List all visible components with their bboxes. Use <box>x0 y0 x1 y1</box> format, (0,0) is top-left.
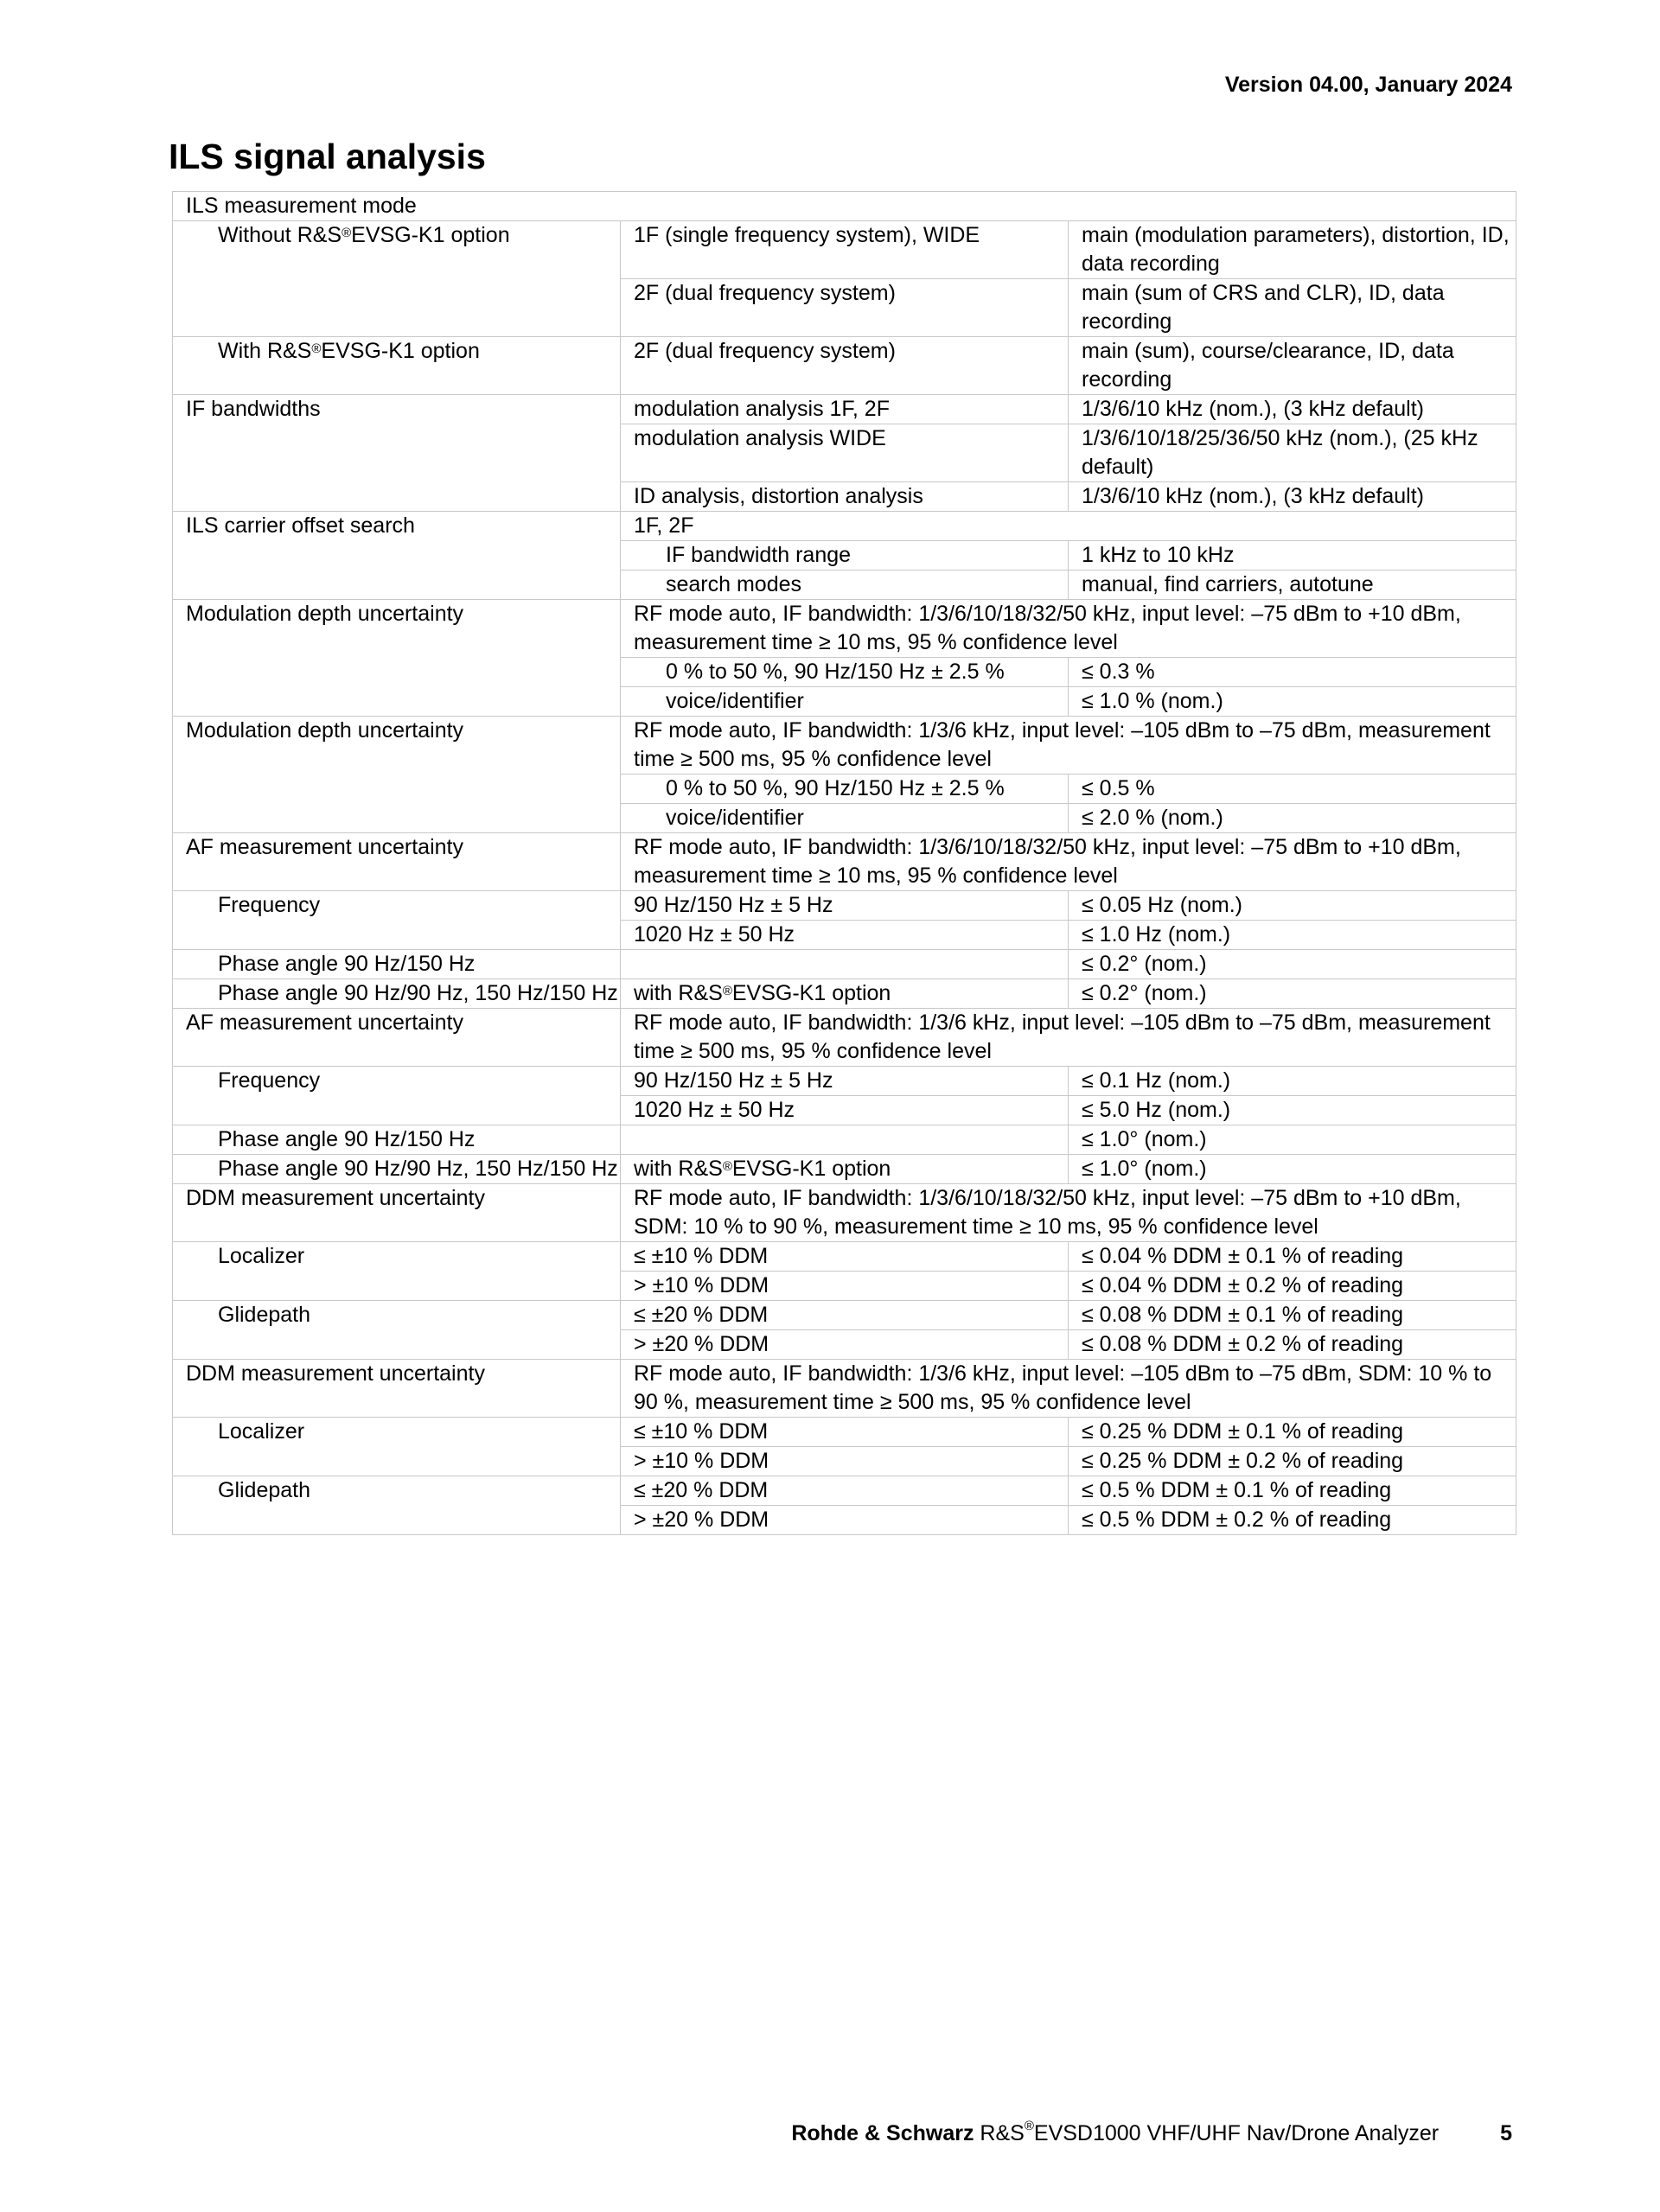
cell-value: ≤ 0.04 % DDM ± 0.2 % of reading <box>1069 1272 1516 1301</box>
cell-value: main (sum of CRS and CLR), ID, data recording <box>1069 279 1516 337</box>
cell-sub: voice/identifier <box>621 687 1069 717</box>
table-row <box>173 395 1516 424</box>
cell-value: ≤ 0.2° (nom.) <box>1069 950 1516 979</box>
cell-condition: RF mode auto, IF bandwidth: 1/3/6 kHz, input level: –105 dBm to –75 dBm, measurement time ≥ 500 ms, 95 % confidence level <box>621 1009 1516 1067</box>
cell-mid: 1020 Hz ± 50 Hz <box>621 1096 1069 1125</box>
row-label: Frequency <box>173 1067 621 1125</box>
table-row <box>173 950 1516 979</box>
cell-mid: 2F (dual frequency system) <box>621 337 1069 395</box>
table-row <box>173 192 1516 221</box>
table-row <box>173 1067 1516 1096</box>
row-label: Modulation depth uncertainty <box>173 717 621 833</box>
table-row <box>173 1009 1516 1067</box>
ils-spec-table <box>172 191 1516 1535</box>
row-label: AF measurement uncertainty <box>173 833 621 891</box>
cell-mid: ≤ ±20 % DDM <box>621 1301 1069 1330</box>
cell-mid: > ±10 % DDM <box>621 1447 1069 1476</box>
cell-mid: ID analysis, distortion analysis <box>621 482 1069 512</box>
row-label: Phase angle 90 Hz/90 Hz, 150 Hz/150 Hz <box>173 979 621 1009</box>
row-label: Modulation depth uncertainty <box>173 600 621 717</box>
cell-mid <box>621 950 1069 979</box>
version-header: Version 04.00, January 2024 <box>1224 73 1512 97</box>
table-row <box>173 1301 1516 1330</box>
cell-condition: RF mode auto, IF bandwidth: 1/3/6/10/18/32/50 kHz, input level: –75 dBm to +10 dBm, SDM: 10 % to 90 %, measurement time ≥ 10 ms, 95 % confidence level <box>621 1184 1516 1242</box>
cell-value: ≤ 0.2° (nom.) <box>1069 979 1516 1009</box>
footer-product: R&S®EVSD1000 VHF/UHF Nav/Drone Analyzer <box>980 2119 1440 2145</box>
cell-value: ≤ 0.5 % DDM ± 0.1 % of reading <box>1069 1476 1516 1506</box>
cell-mid: 1020 Hz ± 50 Hz <box>621 921 1069 950</box>
cell-condition: RF mode auto, IF bandwidth: 1/3/6 kHz, input level: –105 dBm to –75 dBm, SDM: 10 % to 90 %, measurement time ≥ 500 ms, 95 % confidence level <box>621 1360 1516 1418</box>
row-label: IF bandwidths <box>173 395 621 512</box>
cell-mid: > ±20 % DDM <box>621 1330 1069 1360</box>
row-label: Glidepath <box>173 1301 621 1360</box>
table-row <box>173 512 1516 541</box>
page-number: 5 <box>1500 2121 1512 2145</box>
table-row <box>173 1360 1516 1418</box>
table-row <box>173 1242 1516 1272</box>
cell-mid: ≤ ±20 % DDM <box>621 1476 1069 1506</box>
cell-sub: IF bandwidth range <box>621 541 1069 571</box>
cell-sub: voice/identifier <box>621 804 1069 833</box>
cell-value: ≤ 0.25 % DDM ± 0.2 % of reading <box>1069 1447 1516 1476</box>
table-row <box>173 600 1516 658</box>
cell-mid: 90 Hz/150 Hz ± 5 Hz <box>621 891 1069 921</box>
cell-mid: > ±10 % DDM <box>621 1272 1069 1301</box>
cell-value: ≤ 0.5 % <box>1069 775 1516 804</box>
cell-value: 1/3/6/10/18/25/36/50 kHz (nom.), (25 kHz default) <box>1069 424 1516 482</box>
cell-value: ≤ 0.04 % DDM ± 0.1 % of reading <box>1069 1242 1516 1272</box>
row-label: Glidepath <box>173 1476 621 1535</box>
cell-mid: ≤ ±10 % DDM <box>621 1242 1069 1272</box>
table-row <box>173 1125 1516 1155</box>
row-label: AF measurement uncertainty <box>173 1009 621 1067</box>
cell-mid <box>621 1125 1069 1155</box>
row-label: DDM measurement uncertainty <box>173 1360 621 1418</box>
footer-brand: Rohde & Schwarz <box>791 2121 974 2145</box>
row-label: Phase angle 90 Hz/90 Hz, 150 Hz/150 Hz <box>173 1155 621 1184</box>
cell-mid: 2F (dual frequency system) <box>621 279 1069 337</box>
cell-value: ≤ 0.08 % DDM ± 0.2 % of reading <box>1069 1330 1516 1360</box>
row-label: Localizer <box>173 1242 621 1301</box>
cell-value: ≤ 0.5 % DDM ± 0.2 % of reading <box>1069 1506 1516 1535</box>
cell-condition: 1F, 2F <box>621 512 1516 541</box>
cell-sub: 0 % to 50 %, 90 Hz/150 Hz ± 2.5 % <box>621 775 1069 804</box>
row-label: With R&S®EVSG-K1 option <box>173 337 621 395</box>
row-label: ILS measurement mode <box>173 192 1516 221</box>
cell-value: 1 kHz to 10 kHz <box>1069 541 1516 571</box>
cell-mid: ≤ ±10 % DDM <box>621 1418 1069 1447</box>
cell-value: main (sum), course/clearance, ID, data recording <box>1069 337 1516 395</box>
table-row <box>173 337 1516 395</box>
cell-value: ≤ 1.0 % (nom.) <box>1069 687 1516 717</box>
row-label: Frequency <box>173 891 621 950</box>
table-row <box>173 221 1516 279</box>
cell-mid: modulation analysis 1F, 2F <box>621 395 1069 424</box>
cell-value: ≤ 0.08 % DDM ± 0.1 % of reading <box>1069 1301 1516 1330</box>
cell-mid: with R&S®EVSG-K1 option <box>621 1155 1069 1184</box>
cell-value: ≤ 1.0° (nom.) <box>1069 1125 1516 1155</box>
row-label: Without R&S®EVSG-K1 option <box>173 221 621 337</box>
row-label: Phase angle 90 Hz/150 Hz <box>173 950 621 979</box>
row-label: Localizer <box>173 1418 621 1476</box>
cell-value: ≤ 5.0 Hz (nom.) <box>1069 1096 1516 1125</box>
cell-value: 1/3/6/10 kHz (nom.), (3 kHz default) <box>1069 482 1516 512</box>
cell-value: 1/3/6/10 kHz (nom.), (3 kHz default) <box>1069 395 1516 424</box>
table-row <box>173 979 1516 1009</box>
cell-value: manual, find carriers, autotune <box>1069 571 1516 600</box>
cell-value: ≤ 0.05 Hz (nom.) <box>1069 891 1516 921</box>
row-label: Phase angle 90 Hz/150 Hz <box>173 1125 621 1155</box>
table-row <box>173 1155 1516 1184</box>
cell-value: ≤ 0.25 % DDM ± 0.1 % of reading <box>1069 1418 1516 1447</box>
cell-value: ≤ 0.1 Hz (nom.) <box>1069 1067 1516 1096</box>
row-label: ILS carrier offset search <box>173 512 621 600</box>
cell-sub: 0 % to 50 %, 90 Hz/150 Hz ± 2.5 % <box>621 658 1069 687</box>
table-row <box>173 1184 1516 1242</box>
table-row <box>173 1418 1516 1447</box>
cell-mid: > ±20 % DDM <box>621 1506 1069 1535</box>
page-title: ILS signal analysis <box>169 137 486 176</box>
cell-mid: 90 Hz/150 Hz ± 5 Hz <box>621 1067 1069 1096</box>
cell-value: ≤ 0.3 % <box>1069 658 1516 687</box>
cell-mid: modulation analysis WIDE <box>621 424 1069 482</box>
table-row <box>173 1476 1516 1506</box>
page-footer <box>791 2121 1512 2146</box>
table-row <box>173 891 1516 921</box>
cell-condition: RF mode auto, IF bandwidth: 1/3/6 kHz, input level: –105 dBm to –75 dBm, measurement time ≥ 500 ms, 95 % confidence level <box>621 717 1516 775</box>
table-row <box>173 833 1516 891</box>
cell-value: ≤ 1.0° (nom.) <box>1069 1155 1516 1184</box>
cell-condition: RF mode auto, IF bandwidth: 1/3/6/10/18/32/50 kHz, input level: –75 dBm to +10 dBm, measurement time ≥ 10 ms, 95 % confidence level <box>621 833 1516 891</box>
table-row <box>173 717 1516 775</box>
cell-sub: search modes <box>621 571 1069 600</box>
cell-value: main (modulation parameters), distortion, ID, data recording <box>1069 221 1516 279</box>
cell-mid: 1F (single frequency system), WIDE <box>621 221 1069 279</box>
cell-mid: with R&S®EVSG-K1 option <box>621 979 1069 1009</box>
cell-value: ≤ 1.0 Hz (nom.) <box>1069 921 1516 950</box>
cell-value: ≤ 2.0 % (nom.) <box>1069 804 1516 833</box>
cell-condition: RF mode auto, IF bandwidth: 1/3/6/10/18/32/50 kHz, input level: –75 dBm to +10 dBm, measurement time ≥ 10 ms, 95 % confidence level <box>621 600 1516 658</box>
row-label: DDM measurement uncertainty <box>173 1184 621 1242</box>
